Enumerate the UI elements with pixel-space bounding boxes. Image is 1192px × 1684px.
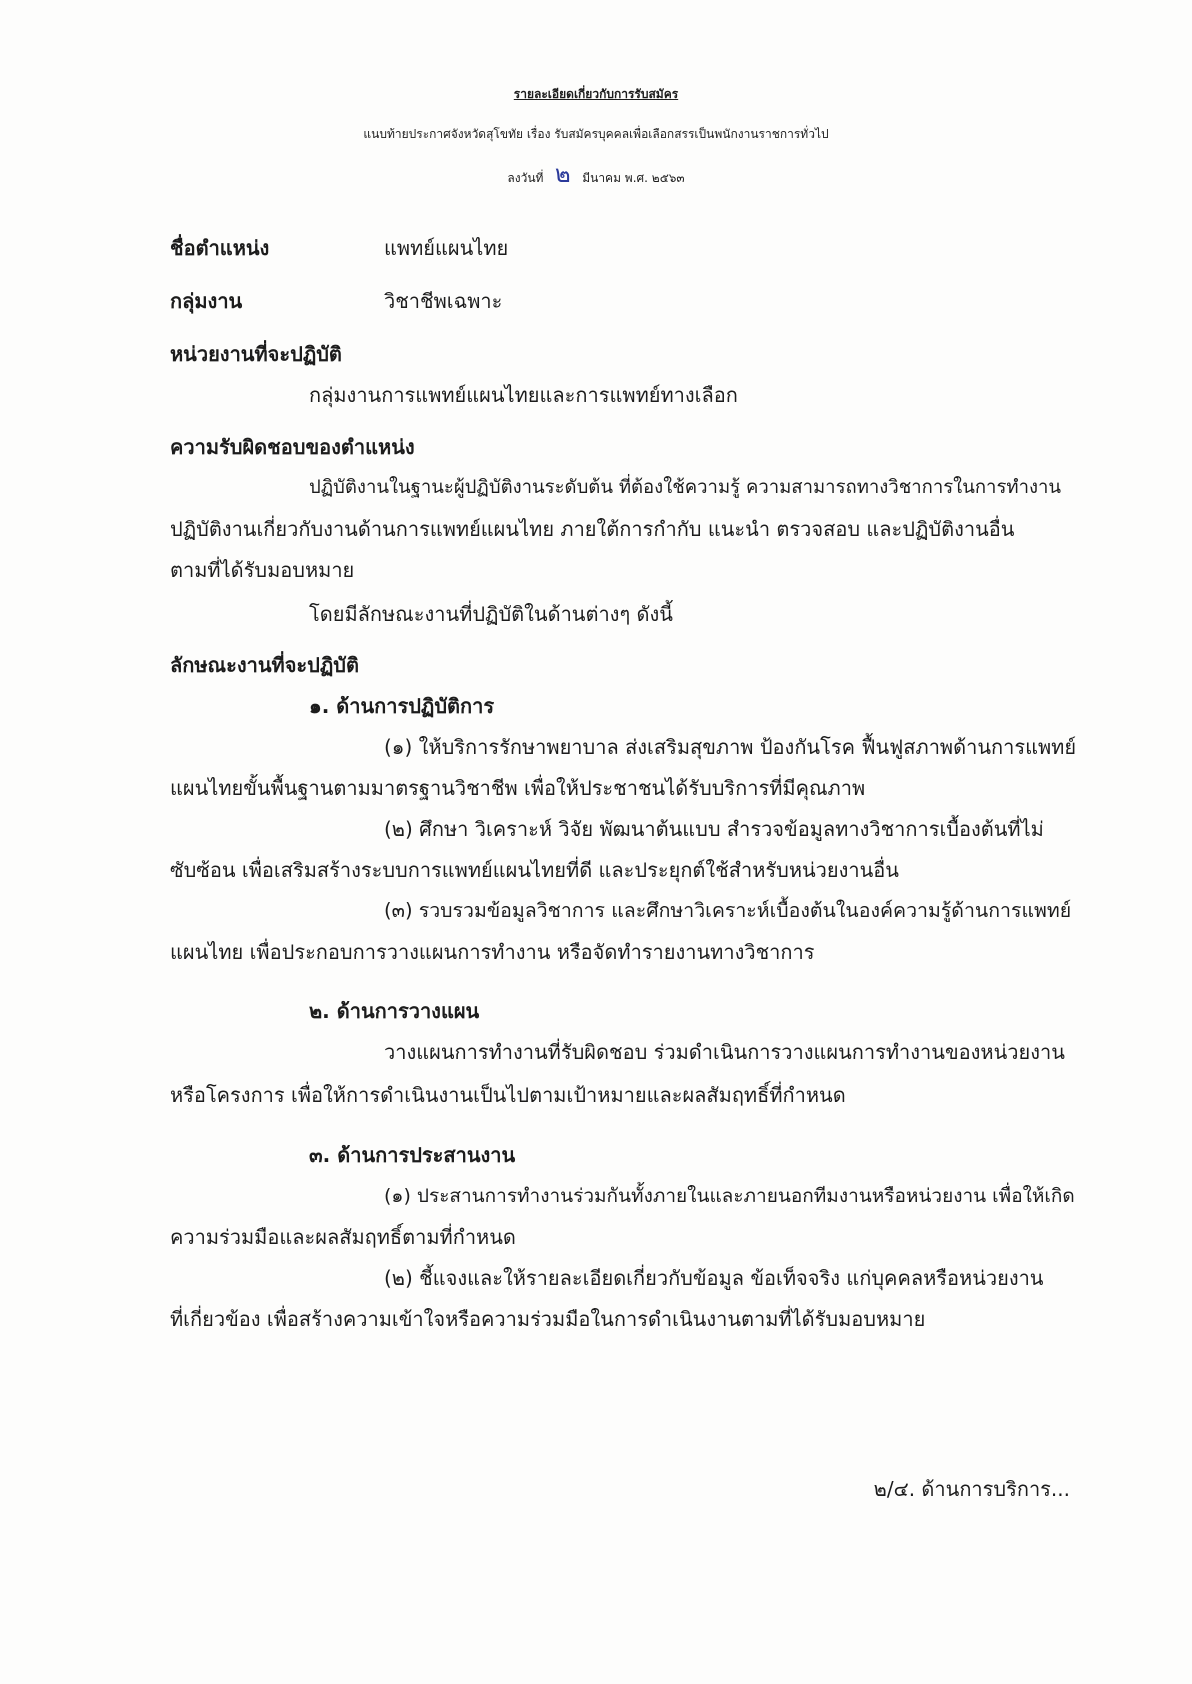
section-3-item-2-line-2: ที่เกี่ยวข้อง เพื่อสร้างความเข้าใจหรือความร่วมมือในการดำเนินงานตามที่ได้รับมอบหมาย [170,1307,926,1331]
section-1-heading: ๑. ด้านการปฏิบัติการ [309,694,495,718]
date-rest: มีนาคม พ.ศ. ๒๕๖๓ [582,171,685,185]
section-3-item-2-line-1: (๒) ชี้แจงและให้รายละเอียดเกี่ยวกับข้อมูล ข้อเท็จจริง แก่บุคคลหรือหน่วยงาน [384,1266,1044,1290]
responsibility-line-3: ตามที่ได้รับมอบหมาย [170,558,355,582]
responsibility-line-2: ปฏิบัติงานเกี่ยวกับงานด้านการแพทย์แผนไทย ภายใต้การกำกับ แนะนำ ตรวจสอบ และปฏิบัติงานอื่น [170,517,1015,541]
responsibility-line-1: ปฏิบัติงานในฐานะผู้ปฏิบัติงานระดับต้น ที่ต้องใช้ความรู้ ความสามารถทางวิชาการในการทำงาน [309,477,1062,498]
section-3-item-1-line-2: ความร่วมมือและผลสัมฤทธิ์ตามที่กำหนด [170,1225,516,1249]
section-2-paragraph-line-2: หรือโครงการ เพื่อให้การดำเนินงานเป็นไปตามเป้าหมายและผลสัมฤทธิ์ที่กำหนด [170,1083,846,1107]
document-subtitle: แนบท้ายประกาศจังหวัดสุโขทัย เรื่อง รับสมัครบุคคลเพื่อเลือกสรรเป็นพนักงานราชการทั่วไป [363,127,829,141]
document-title: รายละเอียดเกี่ยวกับการรับสมัคร [513,87,679,101]
responsibility-line-4: โดยมีลักษณะงานที่ปฏิบัติในด้านต่างๆ ดังนี้ [309,602,673,626]
unit-value: กลุ่มงานการแพทย์แผนไทยและการแพทย์ทางเลือก [309,383,738,407]
group-value: วิชาชีพเฉพาะ [384,289,503,313]
section-1-item-3-line-2: แผนไทย เพื่อประกอบการวางแผนการทำงาน หรือจัดทำรายงานทางวิชาการ [170,940,815,964]
section-1-item-2-line-2: ซับซ้อน เพื่อเสริมสร้างระบบการแพทย์แผนไทยที่ดี และประยุกต์ใช้สำหรับหน่วยงานอื่น [170,858,899,882]
date-prefix: ลงวันที่ [507,171,544,185]
position-value: แพทย์แผนไทย [384,236,509,260]
position-label: ชื่อตำแหน่ง [170,236,270,260]
section-2-paragraph-line-1: วางแผนการทำงานที่รับผิดชอบ ร่วมดำเนินการวางแผนการทำงานของหน่วยงาน [384,1040,1065,1064]
responsibility-label: ความรับผิดชอบของตำแหน่ง [170,435,415,459]
document-date [0,160,1192,192]
section-3-heading: ๓. ด้านการประสานงาน [309,1143,516,1167]
group-label: กลุ่มงาน [170,289,243,313]
page-continuation: ๒/๔. ด้านการบริการ... [873,1477,1070,1501]
section-1-item-1-line-1: (๑) ให้บริการรักษาพยาบาล ส่งเสริมสุขภาพ ป้องกันโรค ฟื้นฟูสภาพด้านการแพทย์ [384,735,1077,759]
section-3-item-1-line-1: (๑) ประสานการทำงานร่วมกันทั้งภายในและภายนอกทีมงานหรือหน่วยงาน เพื่อให้เกิด [384,1185,1075,1207]
date-day-handwritten: ๒ [554,160,571,188]
duties-label: ลักษณะงานที่จะปฏิบัติ [170,653,359,677]
section-1-item-3-line-1: (๓) รวบรวมข้อมูลวิชาการ และศึกษาวิเคราะห์เบื้องต้นในองค์ความรู้ด้านการแพทย์ [384,899,1072,922]
section-1-item-1-line-2: แผนไทยขั้นพื้นฐานตามมาตรฐานวิชาชีพ เพื่อให้ประชาชนได้รับบริการที่มีคุณภาพ [170,776,866,800]
section-1-item-2-line-1: (๒) ศึกษา วิเคราะห์ วิจัย พัฒนาต้นแบบ สำรวจข้อมูลทางวิชาการเบื้องต้นที่ไม่ [384,817,1044,841]
unit-label: หน่วยงานที่จะปฏิบัติ [170,342,342,366]
section-2-heading: ๒. ด้านการวางแผน [309,999,480,1023]
